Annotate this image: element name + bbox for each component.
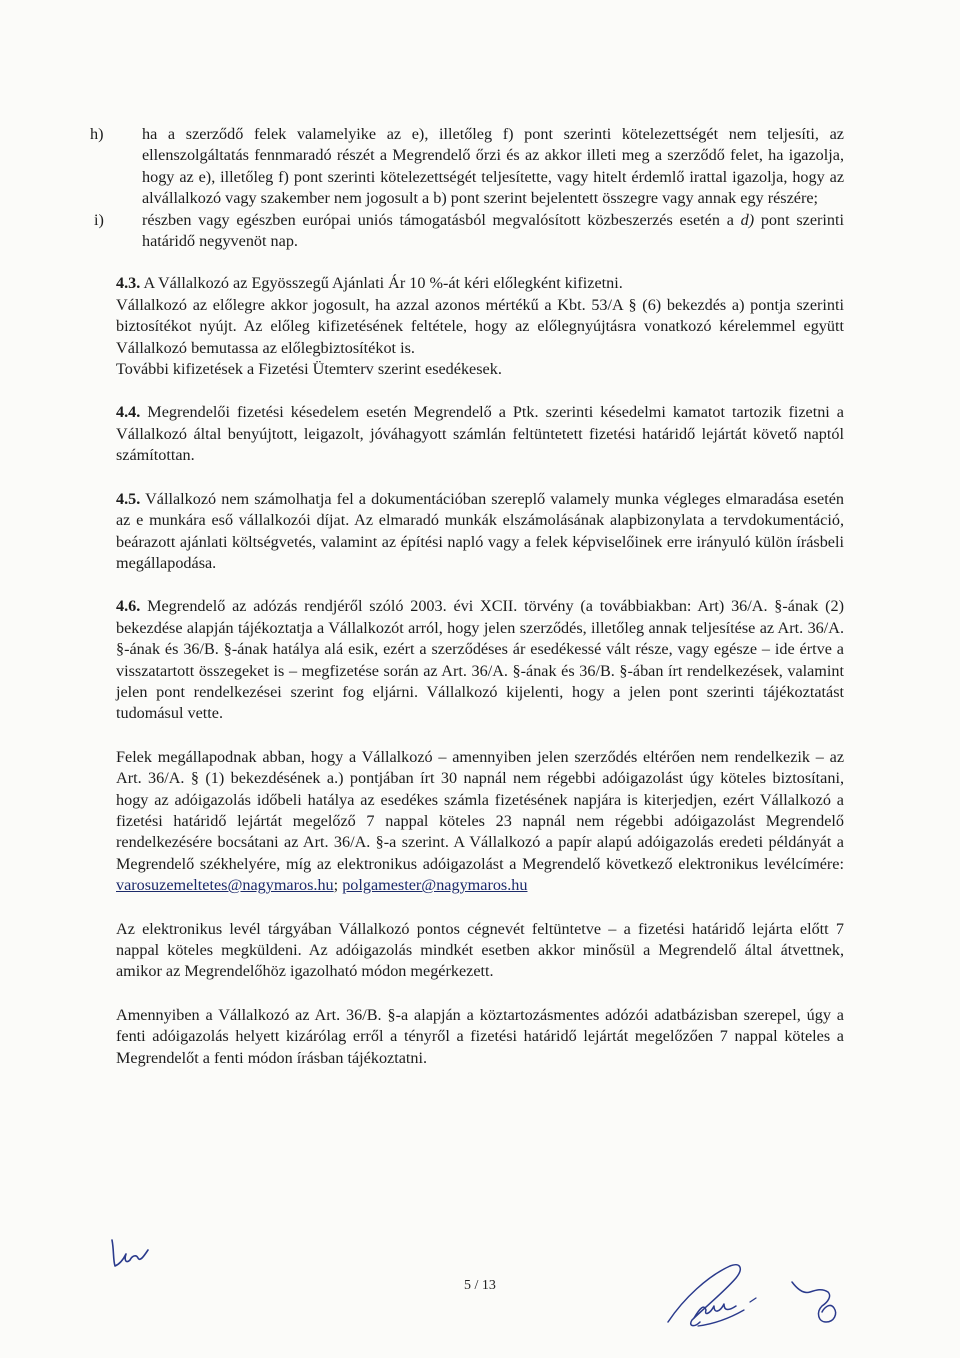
section-4-6 <box>116 596 844 724</box>
list-item-text-b: pont szerinti határidő negyvenöt nap. <box>142 210 844 251</box>
list-item-h <box>90 124 844 210</box>
section-4-6-text: Megrendelő az adózás rendjéről szóló 2003. évi XCII. törvény (a továbbiakban: Art) 36/A. §-ának (2) bekezdése alapján tájékoztatja a Vállalkozót arról, hogy jelen szerződés, illetőleg annak teljesítése az Art. 36/A. §-ának és 36/B. §-ának hatálya alá esik, ezért a szerződéses ár esedékessé vált része, vagy egésze – ide értve a visszatartott összegeket is – megfizetése során az Art. 36/A. §-ának és 36/B. §-ában írt rendelkezések, valamint jelen pont rendelkezései szerint fog eljárni. Vállalkozó kijelenti, hogy a jelen pont szerinti tájékoztatást tudomásul vette. <box>116 597 845 723</box>
list-marker: h) <box>90 125 104 143</box>
page-content <box>90 124 845 1069</box>
paragraph-adoigazolas <box>116 747 844 897</box>
paragraph-elektronikus-level: Az elektronikus levél tárgyában Vállalkozó pontos cégnevét feltüntetve – a fizetési határidő lejárta előtt 7 nappal köteles megküldeni. Az adóigazolás mindkét esetben akkor minősül a Megrendelő által átvettnek, amikor az Megrendelőhöz igazolható módon megérkezett. <box>116 919 844 981</box>
section-4-3-line-2: Vállalkozó az előlegre akkor jogosult, ha azzal azonos mértékű a Kbt. 53/A § (6) bekezdés a) pontja szerinti biztosítékot nyújt. Az előleg kifizetésének feltétele, hogy az előlegnyújtásra vonatkozó kérelemmel együtt Vállalkozó bemutassa az előlegbiztosítékot is. <box>116 295 844 357</box>
handwritten-initials-right <box>788 1272 848 1332</box>
email-link-polgamester[interactable]: polgamester@nagymaros.hu <box>342 876 528 895</box>
section-number: 4.6. <box>116 597 141 616</box>
section-4-5 <box>116 489 844 575</box>
list-item-text-a: részben vagy egészben európai uniós támogatásból megvalósított közbeszerzés esetén a <box>142 210 741 229</box>
list-item-i <box>90 210 844 253</box>
list-marker: i) <box>94 210 104 229</box>
section-number: 4.5. <box>116 489 141 508</box>
section-number: 4.3. <box>116 274 141 293</box>
paragraph-text: Felek megállapodnak abban, hogy a Vállalkozó – amennyiben jelen szerződés eltérően nem rendelkezik – az Art. 36/A. § (1) bekezdésének a.) pontjában írt 30 napnál nem régebbi adóigazolást úgy köteles biztosítani, hogy az adóigazolás időbeli hatálya az esedékes számla fizetésének napjára is kiterjedjen, ezért Vállalkozó a fizetési határidő lejártát megelőző 7 nappal köteles 23 napnál nem régebbi adóigazolást Megrendelő rendelkezésére bocsátani az Art. 36/A. §-a szerint. A Vállalkozó a papír alapú adóigazolás eredeti példányát a Megrendelő székhelyére, míg az elektronikus adóigazolást a Megrendelő következő elektronikus levélcímére: <box>116 747 844 873</box>
section-4-3-line-3: További kifizetések a Fizetési Ütemterv szerint esedékesek. <box>116 360 502 379</box>
email-link-varosuzemeltetes[interactable]: varosuzemeltetes@nagymaros.hu <box>116 876 334 895</box>
section-4-4-text: Megrendelői fizetési késedelem esetén Megrendelő a Ptk. szerinti késedelmi kamatot tartozik fizetni a Vállalkozó által benyújtott, leigazolt, jóváhagyott számlán feltüntetett fizetési határidő lejártát követő naptól számítottan. <box>116 403 844 465</box>
section-4-3-text-1: A Vállalkozó az Egyösszegű Ajánlati Ár 10 %-át kéri előlegként kifizetni. <box>143 274 623 293</box>
section-4-3-line-1 <box>116 273 844 294</box>
section-4-4 <box>116 402 844 466</box>
handwritten-initials-left <box>106 1236 156 1270</box>
section-4-5-text: Vállalkozó nem számolhatja fel a dokumentációban szereplő valamely munka végleges elmaradása esetén az e munkára eső vállalkozói díjat. Az elmaradó munkák elszámolásának alapbizonylata a tervdokumentáció, beárazott ajánlati költségvetés, valamint az építési napló vagy a felek képviselőinek erre irányuló külön írásbeli megállapodása. <box>116 489 845 572</box>
handwritten-signature-middle <box>664 1258 774 1338</box>
paragraph-koztartozasmentes: Amennyiben a Vállalkozó az Art. 36/B. §-a alapján a köztartozásmentes adózói adatbázisban szerepel, úgy a fenti adóigazolás helyett kizárólag erről a tényről a fizetési határidő lejártát megelőzően 7 nappal köteles a Megrendelőt a fenti módon írásban tájékoztatni. <box>116 1005 844 1067</box>
section-4-3 <box>116 273 844 380</box>
list-item-text: ha a szerződő felek valamelyike az e), illetőleg f) pont szerinti kötelezettségét nem teljesíti, az ellenszolgáltatás fennmaradó részét a Megrendelő őrzi és az akkor illeti meg a szerződő felet, ha igazolja, hogy az e), illetőleg f) pont szerinti kötelezettségét teljesítette, vagy hitelt érdemlő irattal igazolja, hogy az alvállalkozó vagy szakember nem jogosult a b) pont szerint bejelentett összegre vagy annak egy részére; <box>142 125 844 208</box>
section-number: 4.4. <box>116 403 141 422</box>
page-number: 5 / 13 <box>464 1278 496 1293</box>
email-separator: ; <box>333 876 343 895</box>
list-item-ref: d) <box>740 210 755 229</box>
